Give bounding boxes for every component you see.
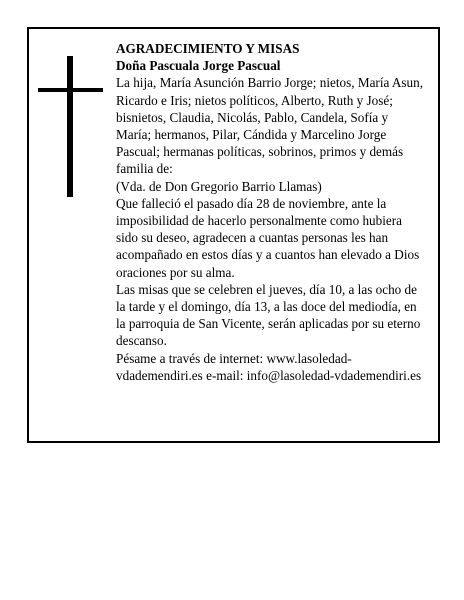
condolences-paragraph: Pésame a través de internet: www.lasoledad-vdademendiri.es e-mail: info@lasoledad-vdademendiri.es [116, 350, 422, 383]
thanks-paragraph: Que falleció el pasado día 28 de noviembre, ante la imposibilidad de hacerlo personalmente como hubiera sido su deseo, agradecen a cuantas personas les han acompañado en estos días y a cuantos han elevado a Dios oraciones por su alma. [116, 195, 420, 280]
widow-note: (Vda. de Don Gregorio Barrio Llamas) [116, 178, 322, 194]
cross-horizontal-bar [38, 88, 103, 92]
obituary-notice [27, 27, 440, 443]
deceased-name: Doña Pascuala Jorge Pascual [116, 58, 281, 74]
notice-heading: AGRADECIMIENTO Y MISAS [116, 41, 300, 56]
notice-text [116, 40, 426, 384]
masses-paragraph: Las misas que se celebren el jueves, día 10, a las ocho de la tarde y el domingo, día 13, a las doce del mediodía, en la parroquia de San Vicente, serán aplicadas por su eterno descanso. [116, 281, 421, 349]
family-paragraph: La hija, María Asunción Barrio Jorge; nietos, María Asun, Ricardo e Iris; nietos políticos, Alberto, Ruth y José; bisnietos, Claudia, Nicolás, Pablo, Candela, Sofía y María; hermanos, Pilar, Cándida y Marcelino Jorge Pascual; hermanas políticas, sobrinos, primos y demás familia de: [116, 75, 424, 177]
cross-vertical-bar [67, 56, 73, 197]
